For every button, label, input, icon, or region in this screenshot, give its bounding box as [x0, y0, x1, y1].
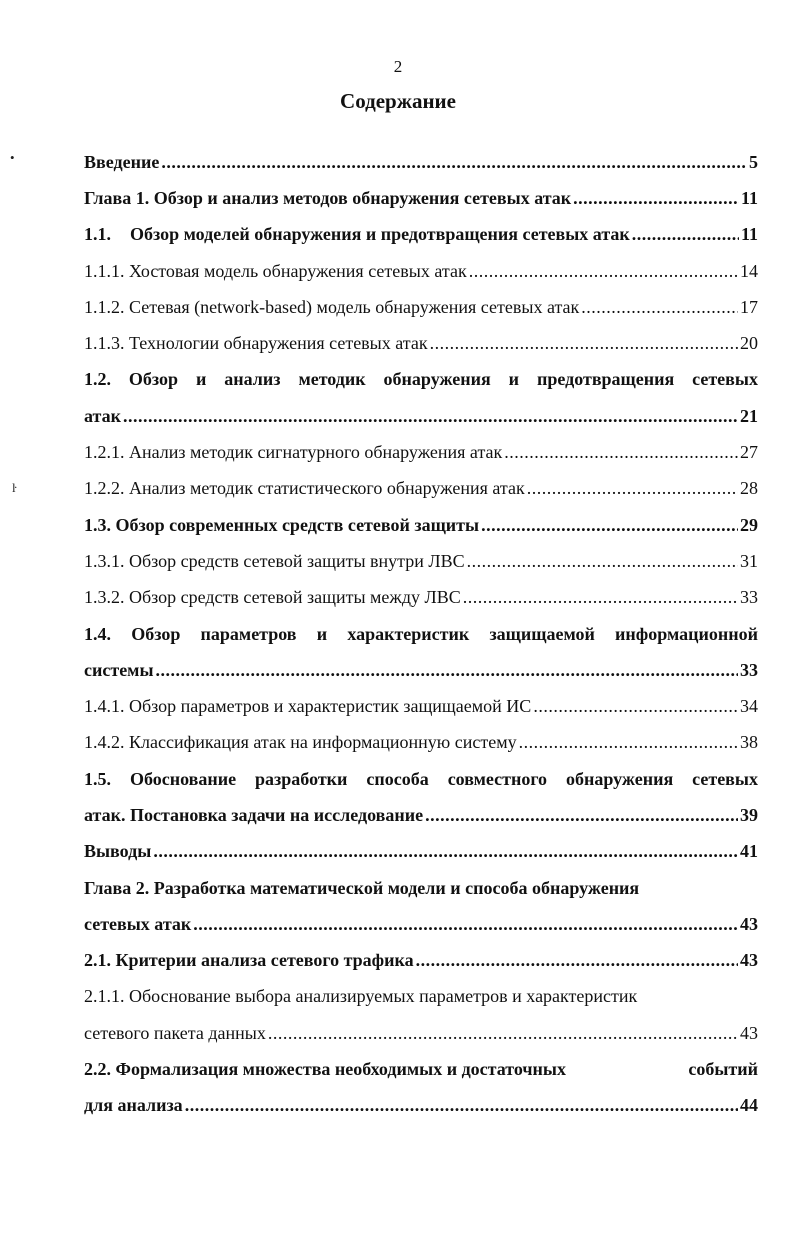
toc-entry-text	[84, 224, 630, 245]
toc-page-number: 43	[740, 1022, 758, 1043]
toc-entry	[84, 652, 758, 688]
toc-entry	[84, 398, 758, 434]
toc-word: и	[316, 623, 328, 644]
dot-leader	[519, 732, 738, 753]
toc-entry-text	[84, 805, 423, 826]
dot-leader	[467, 551, 738, 572]
toc-entry-text: событий	[688, 1059, 758, 1080]
toc-page-number: 29	[740, 514, 758, 535]
toc-entry	[84, 471, 758, 507]
toc-entry-text	[84, 841, 151, 862]
toc-page-number: 17	[740, 296, 758, 317]
toc-page-number: 43	[740, 913, 758, 934]
page-title: Содержание	[340, 89, 456, 113]
toc-entry-title: атак. Постановка задачи на исследование	[84, 804, 424, 825]
toc-page-number: 43	[740, 950, 758, 971]
toc-entry-title: 1.4.1. Обзор параметров и характеристик защищаемой ИС	[84, 696, 532, 717]
toc-entry-text	[84, 769, 758, 790]
toc-page-number: 28	[740, 478, 758, 499]
toc-entry-text	[84, 1023, 266, 1044]
toc-entry-text	[84, 478, 525, 499]
dot-leader	[632, 224, 739, 245]
toc-word: методик	[298, 369, 366, 390]
toc-entry-text: Глава 2. Разработка математической модели и способа обнаружения	[84, 877, 640, 898]
dot-leader	[469, 261, 738, 282]
toc-entry	[84, 507, 758, 543]
toc-word: Обоснование	[129, 768, 237, 789]
toc-page-number: 33	[740, 659, 758, 680]
toc-word: и	[195, 369, 207, 390]
margin-mark: •	[10, 150, 15, 165]
toc-entry-text	[84, 696, 531, 717]
dot-leader	[581, 297, 738, 318]
toc-entry	[84, 834, 758, 870]
toc-entry-text	[84, 333, 428, 354]
toc-page-number: 33	[740, 587, 758, 608]
toc-page-number: 5	[749, 151, 758, 172]
toc-word: Обзор	[128, 369, 179, 390]
toc-page-number: 38	[740, 732, 758, 753]
toc-word: параметров	[200, 623, 297, 644]
dot-leader	[573, 188, 739, 209]
toc-word: и	[508, 369, 520, 390]
dot-leader	[533, 696, 738, 717]
toc-entry	[84, 253, 758, 289]
toc-entry-text: 2.2. Формализация множества необходимых и достаточных	[84, 1059, 566, 1080]
dot-leader	[193, 914, 738, 935]
toc-entry-text	[84, 369, 758, 390]
toc-word: 1.4.	[84, 623, 111, 644]
toc-entry-title: 1.1.2. Сетевая (network-based) модель обнаружения сетевых атак	[84, 296, 580, 317]
toc-entry	[84, 180, 758, 216]
toc-entry-text	[84, 297, 579, 318]
toc-entry-text	[84, 442, 502, 463]
toc-entry-title: 1.2.1. Анализ методик сигнатурного обнаружения атак	[84, 442, 503, 463]
toc-entry-text	[84, 950, 414, 971]
toc-word: способа	[366, 768, 429, 789]
toc-entry-text	[84, 914, 191, 935]
toc-entry	[84, 325, 758, 361]
toc-page-number: 27	[740, 442, 758, 463]
toc-word: 1.2.	[84, 369, 111, 390]
dot-leader	[504, 442, 738, 463]
toc-entry-title: 1.1.1. Хостовая модель обнаружения сетевых атак	[84, 260, 467, 281]
dot-leader	[123, 406, 738, 427]
toc-entry-title: 1.3. Обзор современных средств сетевой защиты	[84, 514, 480, 535]
toc-entry-title: Выводы	[84, 841, 152, 862]
toc-entry-title: 1.1.3. Технологии обнаружения сетевых атак	[84, 333, 428, 354]
toc-entry-title: для анализа	[84, 1095, 183, 1116]
toc-entry	[84, 797, 758, 833]
toc-page-number: 39	[740, 804, 758, 825]
toc-entry-text	[84, 515, 479, 536]
toc-entry-text	[84, 660, 154, 681]
toc-entry-title: сетевого пакета данных	[84, 1022, 266, 1043]
toc-page-number: 14	[740, 260, 758, 281]
toc-word: сетевых	[692, 768, 758, 789]
toc-entry-title: Глава 1. Обзор и анализ методов обнаружения сетевых атак	[84, 187, 572, 208]
toc-entry	[84, 434, 758, 470]
toc-section-number: 1.1.	[84, 224, 111, 245]
dot-leader	[268, 1023, 738, 1044]
page-number: 2	[393, 57, 403, 76]
toc-entry-title: 1.3.2. Обзор средств сетевой защиты между ЛВС	[84, 587, 461, 608]
toc-entry-title: сетевых атак	[84, 913, 192, 934]
toc-entry-title: 1.4.2. Классификация атак на информационную систему	[84, 732, 517, 753]
toc-word: информационной	[615, 623, 758, 644]
toc-entry	[84, 362, 758, 398]
toc-word: характеристик	[347, 623, 470, 644]
toc-entry-title: Обзор моделей обнаружения и предотвращения сетевых атак	[130, 224, 630, 245]
toc-entry-text: 2.1.1. Обоснование выбора анализируемых параметров и характеристик	[84, 986, 638, 1007]
toc-page-number: 34	[740, 696, 758, 717]
toc-entry-text	[84, 587, 461, 608]
toc-page-number: 41	[740, 841, 758, 862]
toc-entry	[84, 144, 758, 180]
toc-page-number: 21	[740, 405, 758, 426]
toc-page-number: 20	[740, 333, 758, 354]
toc-word: анализ	[224, 369, 281, 390]
toc-word: совместного	[447, 768, 548, 789]
dot-leader	[481, 515, 738, 536]
toc-word: сетевых	[692, 369, 758, 390]
toc-entry-title: 1.3.1. Обзор средств сетевой защиты внутри ЛВС	[84, 550, 465, 571]
dot-leader	[185, 1095, 738, 1116]
toc-entry	[84, 543, 758, 579]
toc-entry-title: системы	[84, 659, 154, 680]
toc-entry-text	[84, 152, 159, 173]
dot-leader	[161, 152, 747, 173]
toc-entry	[84, 943, 758, 979]
table-of-contents	[84, 144, 758, 1124]
dot-leader	[527, 478, 738, 499]
toc-word: предотвращения	[536, 369, 675, 390]
toc-entry	[84, 725, 758, 761]
toc-word: 1.5.	[84, 768, 111, 789]
toc-entry	[84, 979, 758, 1015]
dot-leader	[416, 950, 738, 971]
toc-page-number: 11	[740, 224, 758, 245]
toc-entry	[84, 870, 758, 906]
dot-leader	[463, 587, 738, 608]
toc-entry-text	[84, 188, 571, 209]
toc-entry	[84, 580, 758, 616]
toc-entry-text	[84, 732, 517, 753]
toc-entry-text	[84, 261, 467, 282]
toc-entry-text	[84, 406, 121, 427]
toc-word: обнаружения	[383, 369, 491, 390]
dot-leader	[153, 841, 738, 862]
toc-word: Обзор	[131, 623, 181, 644]
toc-page-number: 11	[740, 187, 758, 208]
toc-entry	[84, 906, 758, 942]
toc-entry	[84, 289, 758, 325]
toc-entry	[84, 1088, 758, 1124]
toc-word: разработки	[255, 768, 348, 789]
dot-leader	[156, 660, 739, 681]
toc-entry	[84, 1051, 758, 1087]
toc-word: защищаемой	[489, 623, 595, 644]
toc-entry-text	[84, 551, 465, 572]
toc-entry-title: атак	[84, 405, 121, 426]
margin-mark: ŀ	[12, 480, 17, 495]
toc-entry-title: 1.2.2. Анализ методик статистического обнаружения атак	[84, 478, 525, 499]
toc-entry	[84, 616, 758, 652]
toc-entry-text	[84, 1095, 183, 1116]
toc-entry-text	[84, 624, 758, 645]
toc-entry	[84, 688, 758, 724]
toc-entry	[84, 761, 758, 797]
toc-word: обнаружения	[566, 768, 674, 789]
toc-entry-title: Введение	[84, 151, 160, 172]
dot-leader	[430, 333, 738, 354]
toc-page-number: 31	[740, 550, 758, 571]
toc-entry	[84, 1015, 758, 1051]
dot-leader	[425, 805, 738, 826]
toc-entry	[84, 217, 758, 253]
toc-entry-title: 2.1. Критерии анализа сетевого трафика	[84, 950, 414, 971]
toc-page-number: 44	[740, 1095, 758, 1116]
